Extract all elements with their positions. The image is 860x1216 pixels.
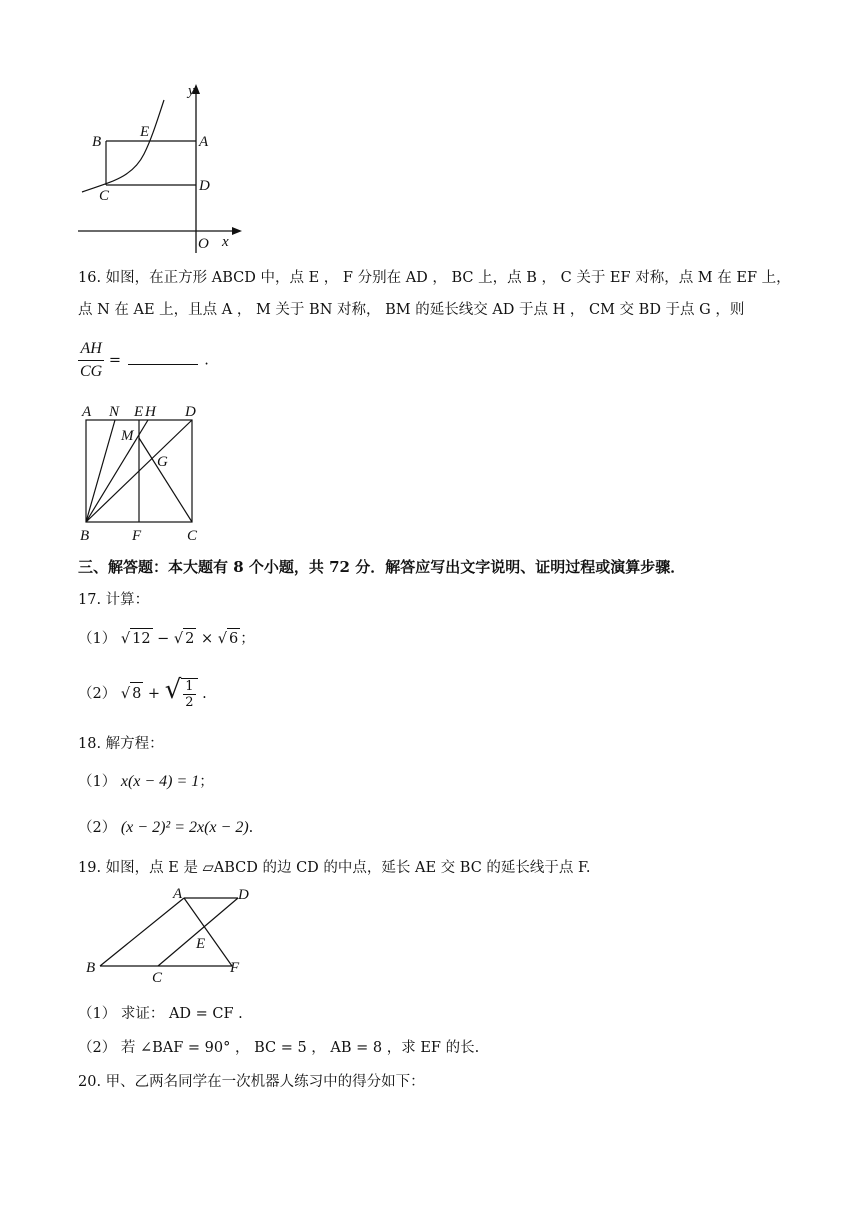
label-d: D [199, 178, 210, 194]
segment-dc [158, 898, 238, 966]
q18-part1 [78, 772, 214, 792]
section-heading: 三、解答题：本大题有 8 个小题，共 72 分．解答应写出文字说明、证明过程或演算步骤． [78, 558, 686, 576]
q17-radicand-2: 2 [183, 628, 196, 649]
q16-period: . [204, 352, 209, 369]
q17-part1-end: ； [240, 631, 255, 647]
q16-line1 [78, 268, 791, 288]
label-n: N [109, 404, 120, 420]
q19-part1-label: （1） [78, 1006, 117, 1022]
label-a: A [199, 134, 209, 150]
q16-text-line2: 点 N 在 AE 上，且点 A ， M 关于 BN 对称， BM 的延长线交 AD 于点 H ， CM 交 BD 于点 G ，则 [78, 302, 745, 318]
q16-number: 16. [78, 270, 102, 286]
label-y: y [188, 83, 195, 99]
q16-answer-line [78, 338, 209, 383]
q19-number: 19. [78, 860, 102, 876]
q17-radicand-8: 8 [130, 682, 143, 705]
q17-title: 计算： [105, 592, 150, 608]
q15-figure [70, 78, 250, 263]
q17-radicand-6: 6 [227, 628, 240, 649]
q17-times: × [196, 631, 218, 647]
q19-figure [80, 886, 270, 986]
q18-part1-expression: x(x − 4) = 1 [120, 773, 200, 790]
label-e: E [134, 404, 144, 420]
q16-fraction-numerator: AH [78, 338, 104, 361]
label-d: D [185, 404, 196, 420]
sqrt-icon: √ [164, 675, 182, 705]
q20-line [78, 1072, 425, 1092]
q16-answer-blank [128, 363, 198, 365]
q17-fraction-denominator: 2 [185, 695, 194, 710]
sqrt-icon: √ [120, 631, 131, 647]
label-c: C [187, 528, 198, 544]
label-b: B [80, 528, 90, 544]
q19-text: 如图，点 E 是 ▱ABCD 的边 CD 的中点，延长 AE 交 BC 的延长线于点 F. [105, 860, 591, 876]
q17-part2-end: . [197, 686, 207, 702]
q17-part2 [78, 675, 207, 710]
q18-part2-end: . [248, 820, 254, 836]
q19-line [78, 858, 590, 878]
q17-fraction [181, 678, 197, 710]
q17-title-line [78, 590, 149, 610]
q16-fraction [78, 338, 104, 383]
sqrt-icon: √ [120, 686, 131, 702]
q18-part2 [78, 818, 253, 838]
label-a: A [173, 886, 183, 902]
segment-cm [139, 438, 192, 522]
label-a: A [82, 404, 92, 420]
q20-text: 甲、乙两名同学在一次机器人练习中的得分如下： [105, 1074, 425, 1090]
sqrt-icon: √ [217, 631, 228, 647]
q19-part2-label: （2） [78, 1040, 117, 1056]
label-b: B [92, 134, 102, 150]
label-c: C [99, 188, 110, 204]
q16-line2 [78, 300, 744, 320]
label-f: F [132, 528, 142, 544]
q17-fraction-numerator: 1 [185, 679, 194, 694]
q20-number: 20. [78, 1074, 102, 1090]
sqrt-icon: √ [173, 631, 184, 647]
label-x: x [222, 234, 229, 250]
q17-part1 [78, 628, 255, 649]
segment-ab [100, 898, 184, 966]
q18-part2-expression: (x − 2)² = 2x(x − 2) [120, 819, 249, 836]
label-c: C [152, 970, 163, 986]
q17-part1-label: （1） [78, 631, 117, 647]
q16-text-line1: 如图，在正方形 ABCD 中，点 E ， F 分别在 AD ， BC 上，点 B ， C 关于 EF 对称，点 M 在 EF 上， [105, 270, 791, 286]
q17-part2-label: （2） [78, 686, 117, 702]
q18-part1-end: ； [199, 774, 214, 790]
q18-part1-label: （1） [78, 774, 117, 790]
label-e: E [140, 124, 150, 140]
q18-part2-label: （2） [78, 820, 117, 836]
label-e: E [196, 936, 206, 952]
q17-radicand-12: 12 [130, 628, 152, 649]
q17-minus: − [152, 631, 174, 647]
q16-figure [72, 400, 212, 546]
q19-part1-text: 求证： AD = CF . [120, 1006, 243, 1022]
q16-equals: = [108, 352, 121, 369]
segment-af [184, 898, 232, 966]
q17-number: 17. [78, 592, 102, 608]
q18-title: 解方程： [105, 736, 164, 752]
q18-title-line [78, 734, 164, 754]
q16-fraction-denominator: CG [80, 363, 103, 380]
q17-plus: + [143, 686, 165, 702]
label-g: G [157, 454, 168, 470]
label-f: F [230, 960, 240, 976]
q18-number: 18. [78, 736, 102, 752]
label-m: M [121, 428, 134, 444]
label-o: O [198, 236, 209, 252]
q19-part2 [78, 1038, 479, 1058]
label-d: D [238, 887, 249, 903]
q19-part1 [78, 1004, 243, 1024]
q19-part2-text: 若 ∠BAF = 90° ， BC = 5 ， AB = 8 ，求 EF 的长. [120, 1040, 480, 1056]
label-h: H [145, 404, 156, 420]
segment-bn [86, 420, 115, 522]
label-b: B [86, 960, 96, 976]
x-axis-arrow [232, 227, 242, 235]
